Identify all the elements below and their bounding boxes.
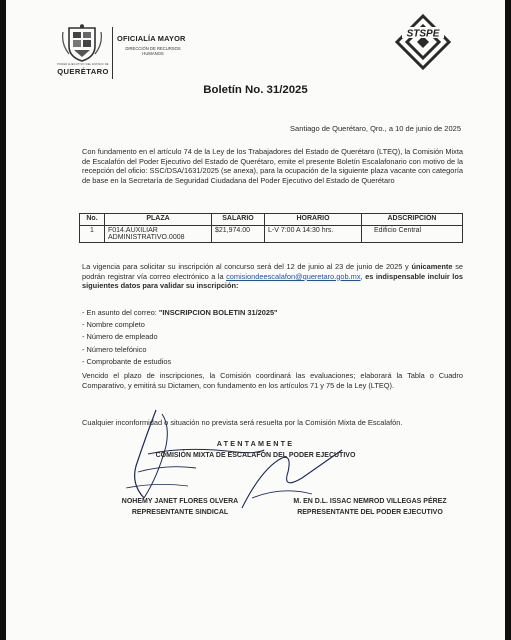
vigencia-bold-unicamente: únicamente [411, 262, 453, 271]
seal-caption-small: PODER EJECUTIVO DEL ESTADO DE [57, 63, 109, 66]
right-signer-role: REPRESENTANTE DEL PODER EJECUTIVO [297, 509, 443, 516]
requirements-list [82, 307, 278, 368]
left-signer-role: REPRESENTANTE SINDICAL [131, 509, 229, 516]
left-signer [100, 496, 260, 518]
office-title: OFICIALÍA MAYOR [117, 34, 186, 43]
vigencia-text-2: se podrán registrar vía correo electrónico a la [82, 262, 463, 281]
cell-salario: $21,974.00 [212, 226, 265, 243]
right-signer-name: M. EN D.L. ISSAC NEMROD VILLEGAS PÉREZ [293, 498, 447, 505]
right-signer [276, 496, 464, 518]
cell-adscripcion: Edificio Central [362, 226, 463, 243]
table-header-row [80, 214, 463, 226]
vacancy-table [79, 213, 463, 243]
state-seal-logo [61, 24, 103, 62]
office-block [117, 34, 189, 56]
left-signer-name: NOHEMY JANET FLORES OLVERA [121, 498, 239, 505]
closing-paragraph: Vencido el plazo de inscripciones, la Comisión coordinará las evaluaciones; elaborará la Tabla o Cuadro Comparativo, y emitirá su Dictamen, con fundamento en los artículos 71 y 75 de la Ley (LTEQ). [82, 371, 463, 390]
email-link[interactable]: comisiondeescalafon@queretaro.gob.mx [226, 271, 361, 281]
vigencia-text-1: La vigencia para solicitar su inscripción al concurso será del 12 de junio al 23 de junio de 2025 y [82, 262, 409, 271]
list-item: - Número de empleado [82, 332, 158, 342]
col-header-plaza: PLAZA [105, 214, 212, 226]
date-line: Santiago de Querétaro, Qro., a 10 de junio de 2025 [290, 124, 461, 133]
vigencia-bold-requirements: es indispensable incluir los siguientes datos para validar su inscripción: [82, 271, 463, 291]
stspe-union-logo [393, 12, 453, 82]
cell-plaza-line1: F014.AUXILIAR [108, 227, 158, 234]
asunto-value: "INSCRIPCION BOLETIN 31/2025" [158, 308, 278, 317]
note-paragraph: Cualquier inconformidad o situación no prevista será resuelta por la Comisión Mixta de Escalafón. [82, 418, 403, 427]
office-subtitle: DIRECCIÓN DE RECURSOS HUMANOS [125, 46, 181, 56]
cell-plaza [105, 226, 212, 243]
list-item-asunto [82, 307, 278, 319]
list-item: - Número telefónico [82, 344, 147, 354]
seal-caption [52, 63, 114, 76]
list-item: - Nombre completo [82, 320, 145, 330]
col-header-salario: SALARIO [212, 214, 265, 226]
vigencia-paragraph [82, 262, 463, 291]
atentamente-label: ATENTAMENTE [216, 439, 295, 448]
commission-label: COMISIÓN MIXTA DE ESCALAFÓN DEL PODER EJECUTIVO [155, 452, 356, 459]
col-header-adscripcion: ADSCRIPCIÓN [362, 214, 463, 226]
header-divider [112, 27, 113, 79]
table-row [80, 226, 463, 243]
cell-horario: L-V 7:00 A 14:30 hrs. [265, 226, 362, 243]
stspe-logo-text: STSPE [406, 28, 440, 40]
list-item: - Comprobante de estudios [82, 356, 172, 366]
cell-plaza-line2: ADMINISTRATIVO.0008 [108, 234, 185, 241]
col-header-horario: HORARIO [265, 214, 362, 226]
intro-paragraph: Con fundamento en el artículo 74 de la Ley de los Trabajadores del Estado de Querétaro (LTEQ), la Comisión Mixta de Escalafón del Poder Ejecutivo del Estado de Querétaro, emite el presente Boletín Escalafonario con motivo de la recepción del oficio: SSC/DSA/1631/2025 (se anexa), para la ocupación de la siguiente plaza vacante con categoría de base en la Secretaría de Seguridad Ciudadana del Poder Ejecutivo del Estado de Querétaro [82, 147, 463, 185]
cell-no: 1 [80, 226, 105, 243]
bulletin-title: Boletín No. 31/2025 [203, 84, 308, 96]
document-page [6, 0, 505, 640]
asunto-prefix: - En asunto del correo: [82, 308, 157, 317]
seal-caption-state: QUERÉTARO [57, 67, 109, 76]
vigencia-text-3: , [360, 271, 363, 281]
col-header-no: No. [80, 214, 105, 226]
